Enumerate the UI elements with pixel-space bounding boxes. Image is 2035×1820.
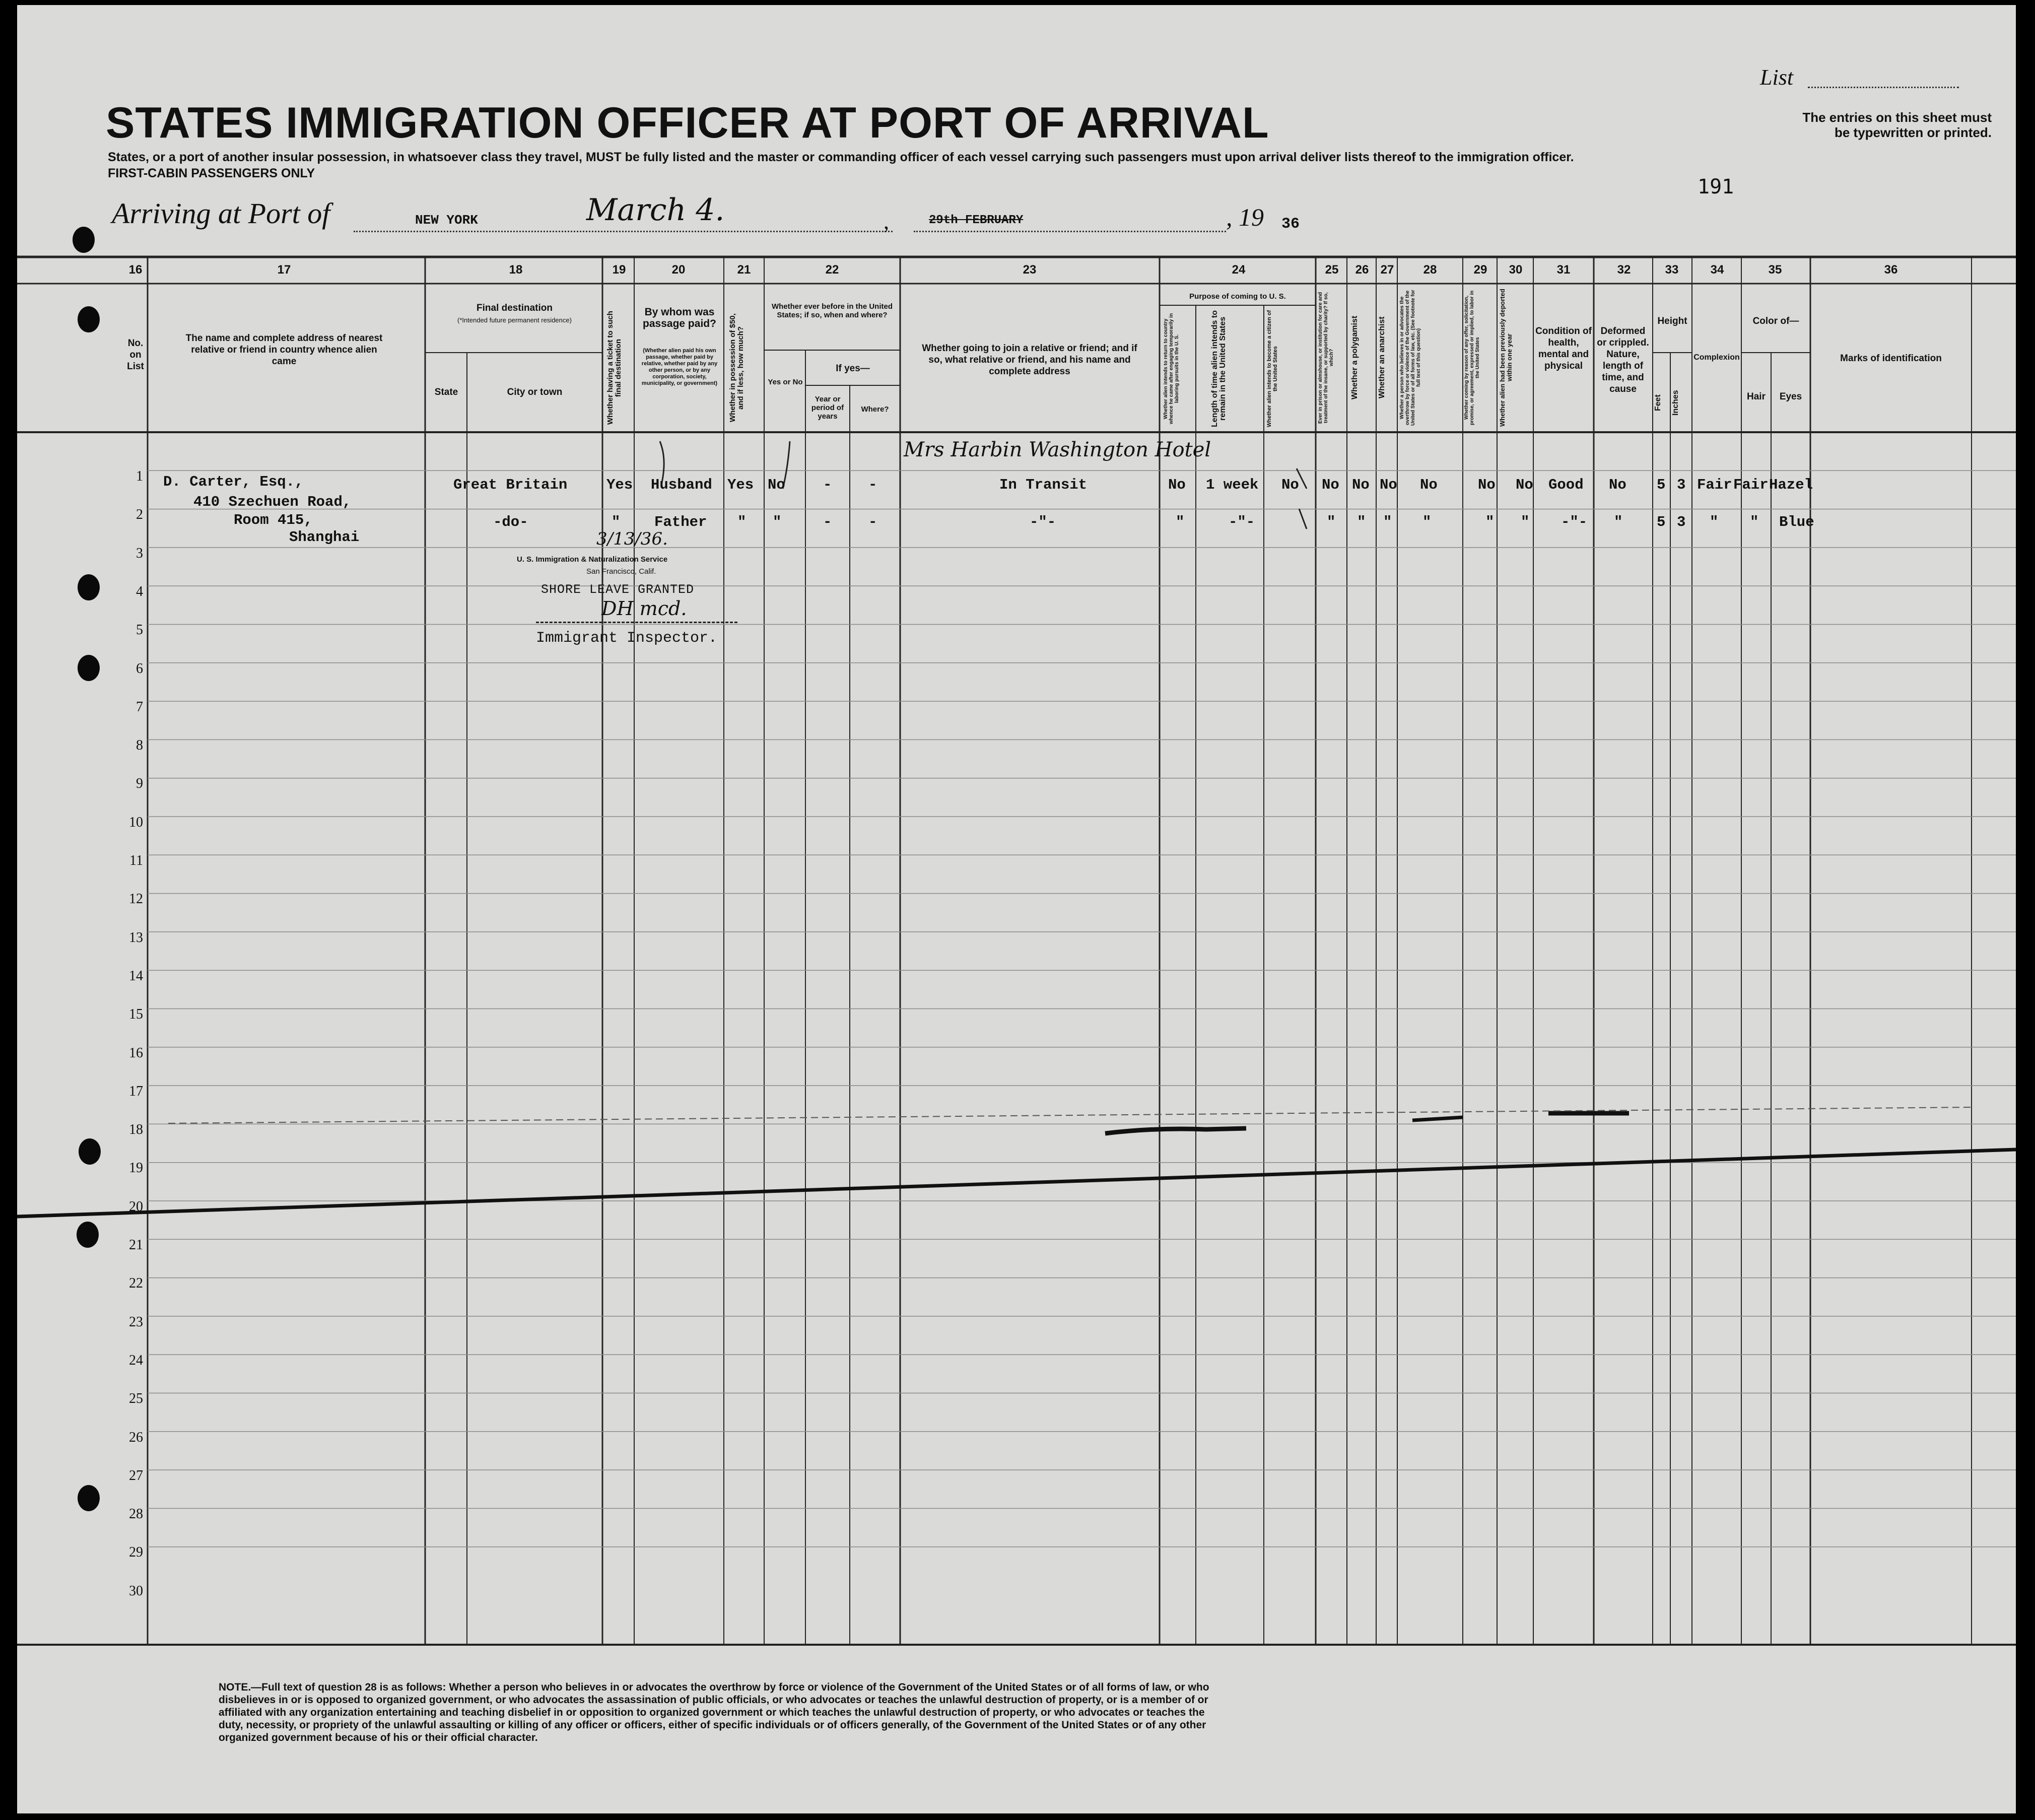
row-number: 5	[136, 622, 143, 638]
r2-eyes: Blue	[1779, 514, 1814, 530]
punch-hole	[78, 306, 100, 332]
date-struck: 29th FEBRUARY	[929, 214, 1024, 227]
row-number: 30	[129, 1583, 143, 1599]
col-num-30: 30	[1509, 263, 1523, 277]
row-number: 8	[136, 737, 143, 754]
row-number: 25	[129, 1391, 143, 1407]
r2-anarchist: "	[1383, 514, 1392, 530]
page-subtitle: States, or a port of another insular possession, in whatsoever class they travel, MUST be fully listed and the master or commanding officer of each vessel carrying such passengers must upon arrival deliver lists thereof to the immigration officer.	[108, 150, 1574, 164]
header-length-of-stay: Length of time alien intends to remain in the United States	[1210, 310, 1227, 427]
row-number: 24	[129, 1352, 143, 1368]
row-number: 4	[136, 583, 143, 599]
row-number: 15	[129, 1006, 143, 1023]
col-num-31: 31	[1556, 263, 1571, 277]
row-number: 29	[129, 1544, 143, 1561]
page-title: STATES IMMIGRATION OFFICER AT PORT OF ARRIVAL	[106, 99, 1269, 147]
r2-where: -	[868, 514, 877, 530]
col-num-21: 21	[737, 263, 751, 277]
year-suffix: 36	[1281, 216, 1300, 233]
ink-smear	[1105, 1128, 1246, 1133]
row-number: 12	[129, 891, 143, 907]
r1-hair: Fair	[1733, 477, 1769, 493]
r1-complexion: Fair	[1697, 477, 1732, 493]
row-number: 20	[129, 1198, 143, 1215]
header-nearest-relative: The name and complete address of nearest relative or friend in country whence alien came	[185, 333, 383, 367]
faint-dashed-line	[168, 1107, 1972, 1123]
cancellation-line	[17, 1150, 2016, 1217]
r1-height-feet: 5	[1657, 477, 1666, 493]
col-num-36: 36	[1884, 263, 1898, 277]
r1-eyes: Hazel	[1769, 477, 1813, 493]
list-label: List	[1760, 65, 1794, 90]
r1-deported: No	[1516, 477, 1533, 493]
col-num-32: 32	[1617, 263, 1631, 277]
col-num-34: 34	[1710, 263, 1724, 277]
r2-prison: "	[1327, 514, 1336, 530]
header-color-of: Color of—	[1752, 316, 1799, 326]
r1-anarchist: No	[1380, 477, 1397, 493]
r1-intends-citizen: No	[1281, 477, 1299, 493]
passenger-class: FIRST-CABIN PASSENGERS ONLY	[108, 166, 315, 180]
r1-join: In Transit	[999, 477, 1088, 493]
row-number: 14	[129, 968, 143, 984]
r2-question-29: "	[1485, 514, 1495, 530]
r1-question-29: No	[1478, 477, 1496, 493]
header-ever-before: Whether ever before in the United States; if so, when and where?	[771, 302, 893, 319]
r1-prison: No	[1322, 477, 1339, 493]
row-number: 7	[136, 699, 143, 715]
header-ever-in-prison: Ever in prison or almshouse, or institution for care and treatment of the insane, or supported by charity? If so, which?	[1318, 292, 1334, 424]
r1-relative-address: 410 Szechuen Road,	[193, 494, 352, 510]
header-eyes: Eyes	[1779, 391, 1802, 402]
row-number: 11	[129, 853, 143, 868]
header-if-yes: If yes—	[836, 363, 870, 374]
header-final-destination: Final destination	[477, 303, 553, 313]
header-by-whom-paid-note: (Whether alien paid his own passage, whether paid by relative, whether paid by any other person, or by any corporation, society, municipality, or government)	[641, 348, 718, 386]
r2-complexion: "	[1710, 514, 1719, 530]
punch-hole	[78, 1485, 100, 1511]
row-number: 17	[129, 1083, 143, 1099]
stamp-shore-leave: SHORE LEAVE GRANTED	[541, 582, 695, 597]
col-num-26: 26	[1355, 263, 1369, 277]
header-height: Height	[1657, 316, 1687, 326]
col-num-18: 18	[509, 263, 523, 277]
stamp-date: 3/13/36.	[596, 529, 668, 549]
header-where: Where?	[861, 405, 889, 414]
col-num-28: 28	[1423, 263, 1437, 277]
r1-where: -	[868, 477, 877, 493]
r1-destination: Great Britain	[453, 477, 568, 493]
stamp-signature-line	[536, 622, 737, 623]
punch-hole	[73, 227, 95, 253]
header-final-destination-note: (*Intended future permanent residence)	[457, 316, 572, 324]
row-number: 19	[129, 1160, 143, 1176]
r1-height-inches: 3	[1677, 477, 1686, 493]
header-yes-or-no: Yes or No	[768, 378, 803, 386]
r1-intends-return: No	[1168, 477, 1186, 493]
r2-health: -"-	[1561, 514, 1588, 530]
r2-polygamist: "	[1357, 514, 1366, 530]
r2-deformed: "	[1614, 514, 1623, 530]
header-polygamist: Whether a polygamist	[1350, 315, 1359, 400]
r2-ticket: "	[612, 514, 621, 530]
header-marks-of-identification: Marks of identification	[1840, 353, 1942, 364]
r1-length-of-stay: 1 week	[1206, 477, 1259, 493]
row-number: 26	[129, 1429, 143, 1445]
r2-fifty-dollars: "	[737, 514, 747, 530]
header-by-whom-paid: By whom was passage paid?	[643, 306, 716, 329]
col-num-16: 16	[128, 263, 143, 277]
header-intends-citizen: Whether alien intends to become a citizen of the United States	[1266, 310, 1278, 428]
r2-intends-return: "	[1176, 514, 1185, 530]
page-number: 191	[1698, 175, 1734, 198]
r2-join: -"-	[1030, 514, 1056, 530]
r2-ever-before: "	[773, 514, 782, 530]
col-num-22: 22	[825, 263, 839, 277]
col-num-29: 29	[1473, 263, 1487, 277]
r1-relative-name: D. Carter, Esq.,	[163, 474, 304, 490]
stamp-initials: DH mcd.	[601, 597, 687, 620]
row-number: 13	[129, 929, 143, 946]
row-number: 9	[136, 776, 143, 792]
r1-polygamist: No	[1352, 477, 1370, 493]
r1-question-28: No	[1420, 477, 1438, 493]
header-question-29: Whether coming by reason of any offer, solicitation, promise, or agreement, expressed or implied, to labor in the United States	[1464, 290, 1480, 425]
entries-note-line-1: The entries on this sheet must	[1802, 110, 1992, 125]
header-state: State	[434, 387, 458, 397]
header-feet: Feet	[1654, 394, 1662, 412]
header-complexion: Complexion	[1693, 353, 1740, 362]
row-number: 6	[136, 660, 143, 677]
r2-height-inches: 3	[1677, 514, 1686, 530]
row-number: 28	[129, 1506, 143, 1522]
header-hair: Hair	[1747, 391, 1766, 402]
header-deported: Whether alien had been previously deported within one year	[1499, 289, 1513, 427]
header-fifty-dollars: Whether in possession of $50, and if less, how much?	[728, 313, 745, 422]
row-number: 2	[136, 507, 143, 523]
r1-fifty-dollars: Yes	[727, 477, 754, 493]
col-num-17: 17	[277, 263, 291, 277]
manifest-sheet: List The entries on this sheet must be typewritten or printed. STATES IMMIGRATION OFFICER AT PORT OF ARRIVAL States, or a port of another insular possession, in whatsoever class they travel, MUST be fully listed and the master or commanding officer of each vessel carrying such passengers must upon arrival deliver lists thereof to the immigration officer. FIRST-CABIN PASSENGERS ONLY 191 Arriving at Port of NEW YORK March 4. , 29th FEBRUARY , 19 36 16 17 18 19 20 21 22 23 24 25 26 27 28 29 30 31 32 33 34 35 36 No. on List The name and complete address of nearest relative or friend in country whence alien came Final destination (*Intended future permanent residence) State City or town Whether having a ticket to such final destination By whom was passage paid? (Whether alien paid his own passage, whether paid by relative, whether paid by any other person, or by any corporation, society, municipality, or government) Whether in possession of $50, and if less, how much? Whether ever before in the United States; if so, when and where? Yes or No If yes— Year or period of years Where? Whether going to join a relative or friend; and if so, what relative or friend, and his name and complete address Purpose of coming to U. S. Whether alien intends to return to country whence he came after engaging temporarily in laboring pursuits in the U. S. Length of time alien intends to remain in the United States Whether alien intends to become a citizen of the United States Ever in prison or almshouse, or institution for care and treatment of the insane, or supported by charity? If so, which? Whether a polygamist Whether an anarchist Whether a person who believes in or advocates the overthrow by force or violence of the Government of the United States or of all forms of law, etc. (See footnote for full text of this question) Whether coming by reason of any offer, solicitation, promise, or agreement, expressed or implied, to labor in the United States Whether alien had been previously deported within one year Condition of health, mental and physical Deformed or crippled. Nature, length of time, and cause Height Feet Inches Complexion Color of— Hair Eyes Marks of identification 1 2 3 4 5 6 7 8 9 10 11 12 13 14 15 16 17 18 19 20 21 22 23 24 25 26 27 28 29 30 D. Carter, Esq., 410 Szechuen Road, Room 415, Shanghai Great Britain Yes Husband Yes No - - Mrs Harbin Washington Hotel In Transit No 1 week No No No No No No No Good No 5 3 Fair Fair Hazel -do- " Father " " - - -"- " -"- " " " " " " -"- " 5 3 " " Blue 3/13/36. U. S. Immigration & Naturalization Service San Francisco, Calif. SHORE LEAVE GRANTED DH mcd. Immigrant Inspector. NOTE.—Full text of question 28 is as follows: Whether a person who believes in or advocates the overthrow by force or violence of the Government of the United States or of all forms of law, or who disbelieves in or is opposed to organized government, or who advocates the assassination of public officials, or who advocates or teaches the unlawful destruction of property, or is a member of or affiliated with any organization entertaining and teaching disbelief in or opposition to organized government or which teaches the unlawful destruction of property, or who advocates or teaches the duty, necessity, or propriety of the unlawful assaulting or killing of any officer or officers, either of specific individuals or of officers generally, of the Government of the United States or of any other organized government because of his or their official character.	[17, 5, 2016, 1813]
port-value: NEW YORK	[415, 213, 478, 228]
header-year-or-period: Year or period of years	[811, 395, 844, 421]
col-num-19: 19	[612, 263, 626, 277]
col-num-27: 27	[1380, 263, 1394, 277]
r1-relative-city: Shanghai	[289, 529, 360, 546]
punch-hole	[78, 574, 100, 600]
header-condition-of-health: Condition of health, mental and physical	[1535, 326, 1592, 371]
r2-paid-by: Father	[654, 514, 707, 530]
header-deformed: Deformed or crippled. Nature, length of time, and cause	[1597, 326, 1649, 394]
row-number: 3	[136, 545, 143, 561]
stamp-inspector: Immigrant Inspector.	[536, 630, 718, 647]
footnote-question-28: NOTE.—Full text of question 28 is as follows: Whether a person who believes in or advocates the overthrow by force or violence of the Government of the United States or of all forms of law, or who disbelieves in or is opposed to organized government, or who advocates the assassination of public officials, or who advocates or teaches the unlawful destruction of property, or is a member of or affiliated with any organization entertaining and teaching disbelief in or opposition to organized government or which teaches the unlawful destruction of property, or who advocates or teaches the duty, necessity, or propriety of the unlawful assaulting or killing of any officer or officers, either of specific individuals or of officers generally, of the Government of the United States or of any other organized government because of his or their official character.	[219, 1681, 1209, 1743]
r2-height-feet: 5	[1657, 514, 1666, 530]
r1-ever-before: No	[768, 477, 785, 493]
row-number: 18	[129, 1122, 143, 1138]
punch-hole	[79, 1138, 101, 1165]
stamp-service-line: U. S. Immigration & Naturalization Service	[517, 555, 668, 564]
header-inches: Inches	[1671, 390, 1680, 416]
header-join-relative: Whether going to join a relative or friend; and if so, what relative or friend, and his name and complete address	[922, 343, 1137, 377]
r1-ticket: Yes	[606, 477, 633, 493]
date-handwritten: March 4.	[586, 192, 725, 228]
row-number: 21	[129, 1237, 143, 1253]
r2-deported: "	[1521, 514, 1530, 530]
r2-year: -	[823, 514, 832, 530]
r2-hair: "	[1750, 514, 1759, 530]
punch-hole	[77, 1222, 99, 1248]
row-number: 10	[129, 814, 143, 830]
r1-relative-room: Room 415,	[234, 512, 313, 528]
ink-smear	[1412, 1117, 1463, 1120]
col-num-33: 33	[1665, 263, 1679, 277]
col-num-25: 25	[1325, 263, 1339, 277]
r2-length-of-stay: -"-	[1229, 514, 1255, 530]
header-ticket: Whether having a ticket to such final destination	[606, 311, 623, 425]
header-purpose: Purpose of coming to U. S.	[1189, 292, 1286, 301]
r1-health: Good	[1548, 477, 1584, 493]
year-prefix: , 19	[1226, 203, 1264, 231]
col-num-24: 24	[1232, 263, 1246, 277]
arriving-label: Arriving at Port of	[112, 197, 330, 230]
col-num-20: 20	[671, 263, 686, 277]
row-number: 1	[136, 468, 143, 484]
header-no-on-list: No. on List	[127, 338, 144, 372]
stamp-city-line: San Francisco, Calif.	[586, 567, 656, 576]
header-intends-return: Whether alien intends to return to country whence he came after engaging temporarily in laboring pursuits in the U. S.	[1163, 313, 1180, 425]
r1-join-handwritten: Mrs Harbin Washington Hotel	[904, 438, 1211, 461]
header-anarchist: Whether an anarchist	[1378, 316, 1386, 399]
row-number: 27	[129, 1467, 143, 1484]
header-city-or-town: City or town	[507, 387, 563, 397]
check-mark	[1299, 509, 1307, 529]
col-num-23: 23	[1023, 263, 1037, 277]
r1-paid-by: Husband	[651, 477, 712, 493]
r1-year: -	[823, 477, 832, 493]
col-num-35: 35	[1768, 263, 1782, 277]
r2-question-28: "	[1422, 514, 1432, 530]
r2-destination: -do-	[493, 514, 528, 530]
row-number: 16	[129, 1045, 143, 1061]
row-number: 22	[129, 1275, 143, 1292]
row-number: 23	[129, 1314, 143, 1330]
punch-hole	[78, 655, 100, 681]
entries-note-line-2: be typewritten or printed.	[1834, 125, 1992, 140]
r1-deformed: No	[1609, 477, 1626, 493]
row-rules	[148, 470, 2016, 1546]
header-question-28: Whether a person who believes in or advocates the overthrow by force or violence of the Government of the United States or of all forms of law, etc. (See footnote for full text of this question)	[1399, 290, 1421, 426]
